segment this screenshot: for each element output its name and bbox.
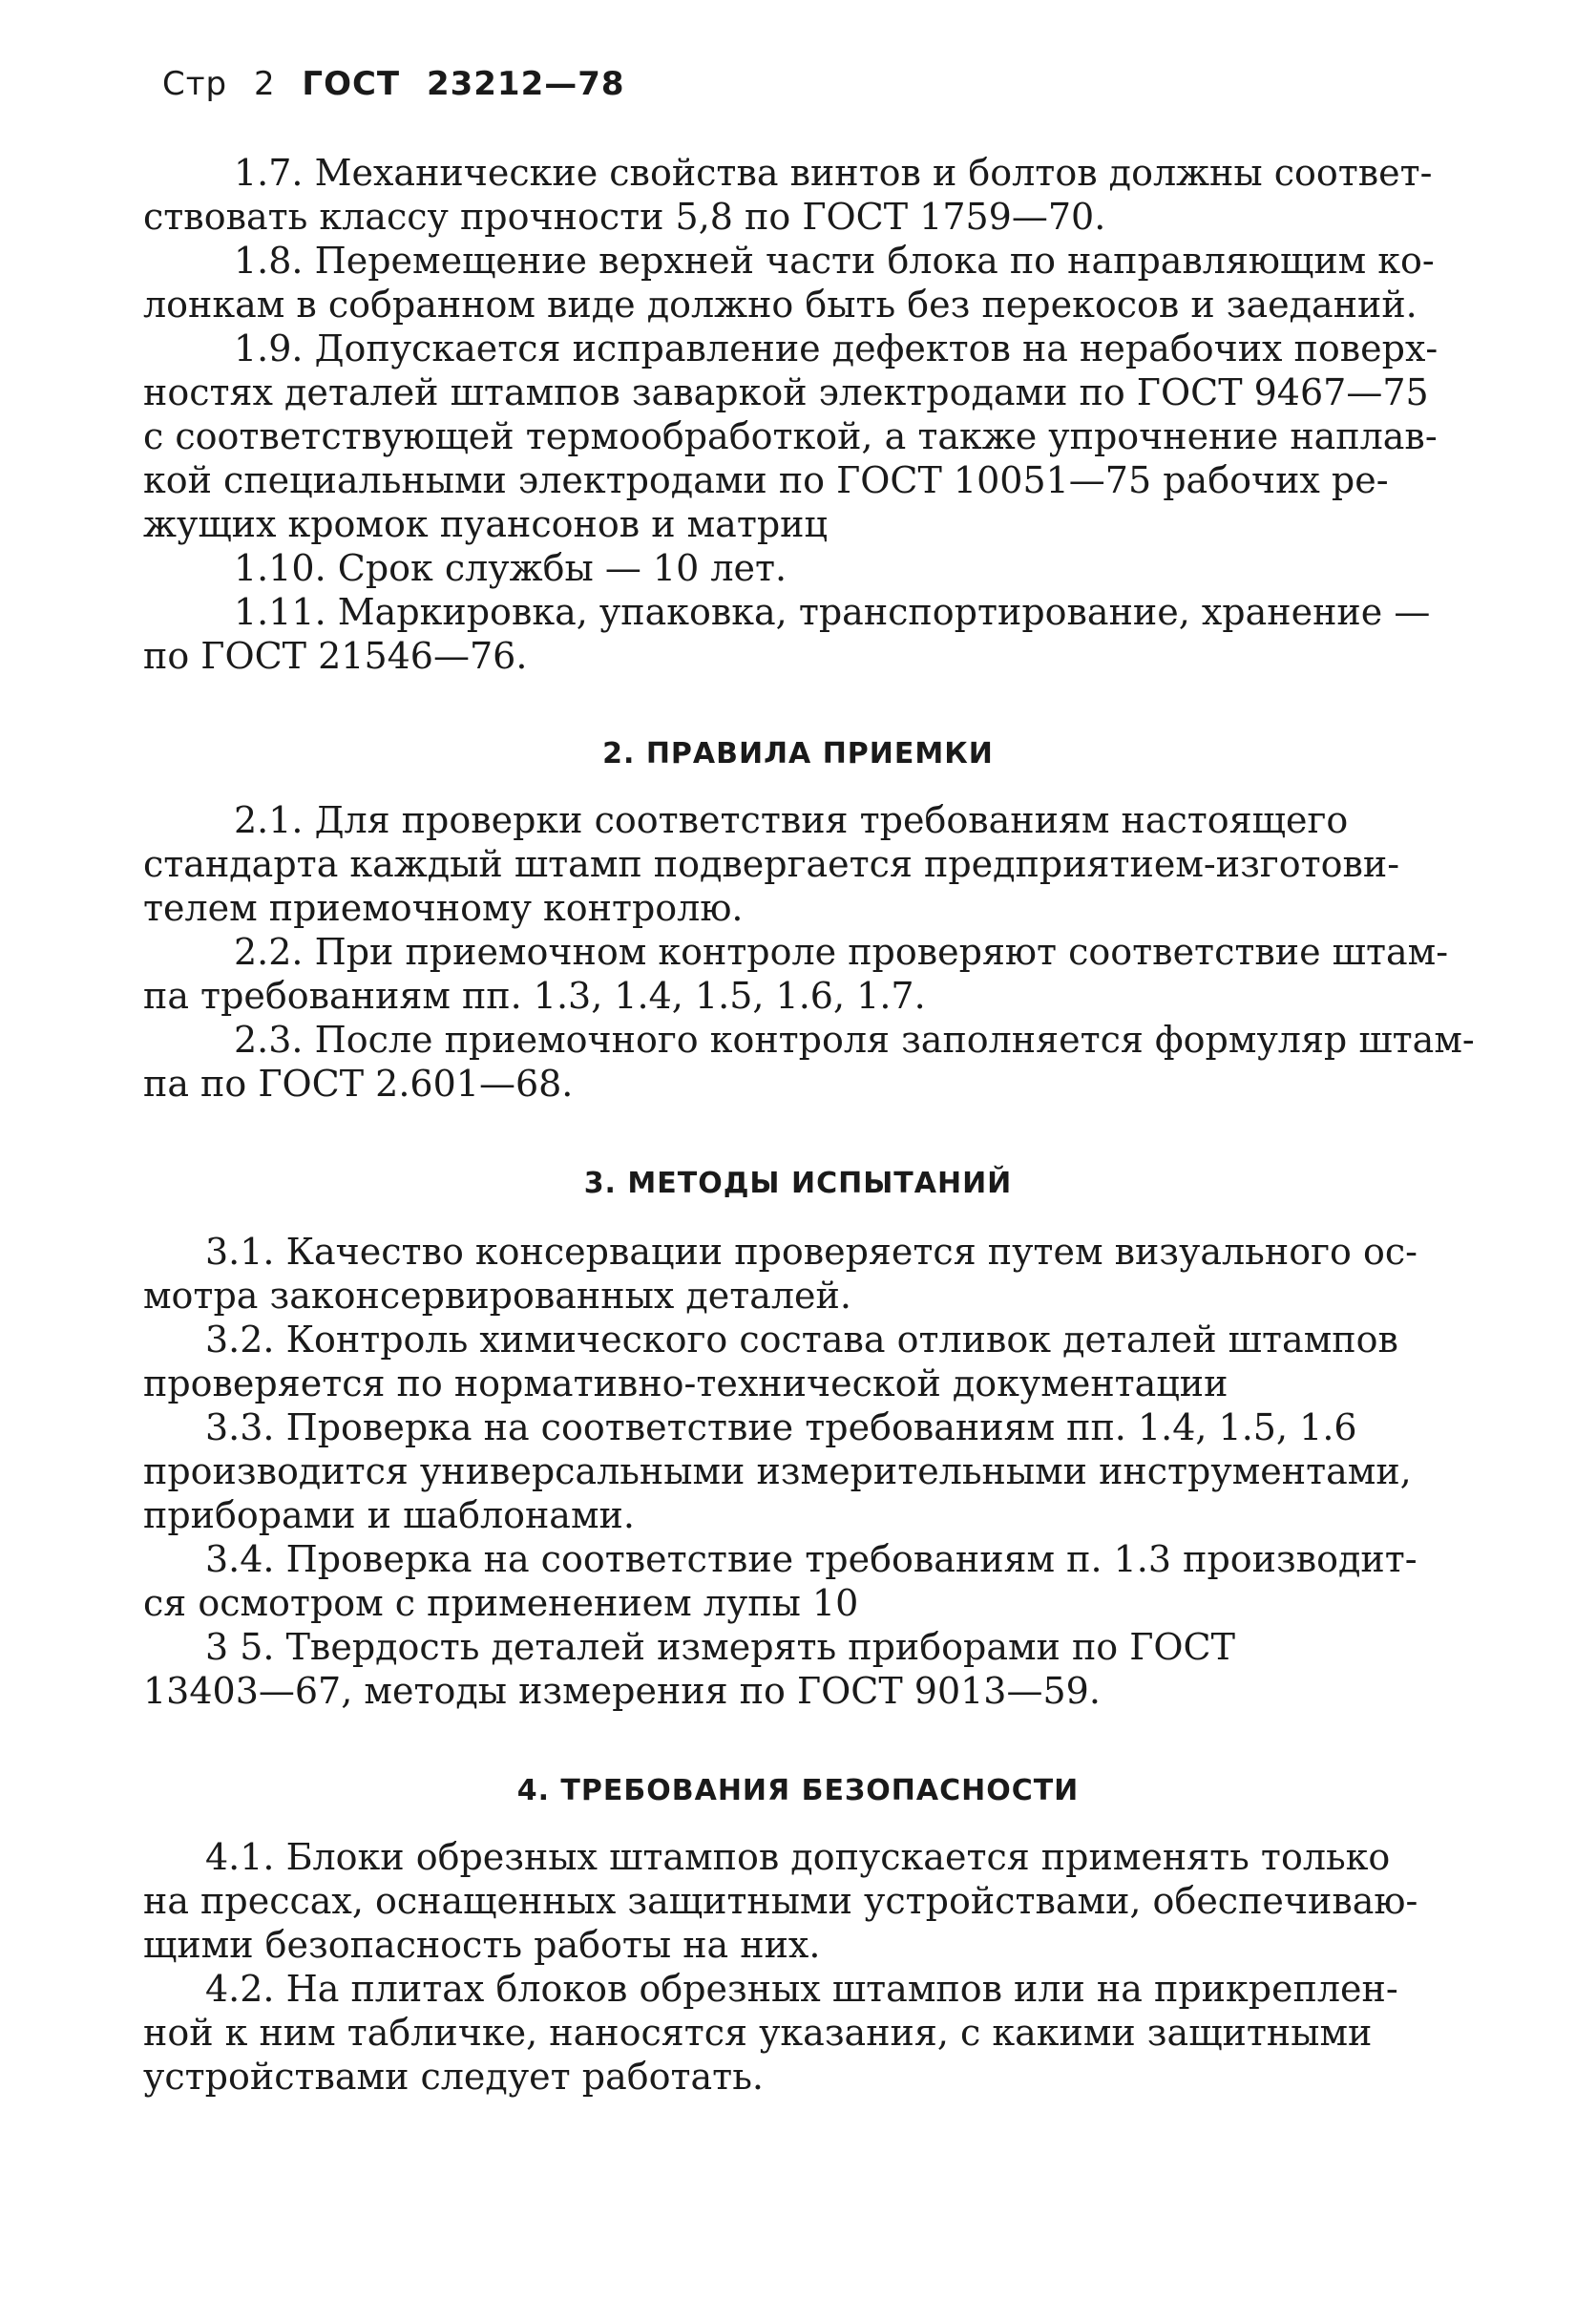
text-line: 3.2. Контроль химического состава отливок деталей штампов — [205, 1319, 1398, 1361]
text-line: па по ГОСТ 2.601—68. — [143, 1063, 574, 1105]
text-line: мотра законсервированных деталей. — [143, 1275, 851, 1317]
text-line: производится универсальными измерительными инструментами, — [143, 1450, 1412, 1492]
section-1-text — [143, 151, 1470, 678]
section-3-heading: 3. МЕТОДЫ ИСПЫТАНИЙ — [583, 1167, 1013, 1200]
text-line: 3.3. Проверка на соответствие требованиям пп. 1.4, 1.5, 1.6 — [205, 1406, 1357, 1448]
text-line: по ГОСТ 21546—76. — [143, 635, 528, 677]
page-number: 2 — [253, 65, 276, 103]
text-line: щими безопасность работы на них. — [143, 1924, 821, 1966]
text-line: кой специальными электродами по ГОСТ 10051—75 рабочих ре- — [143, 459, 1389, 501]
text-line: проверяется по нормативно-технической документации — [143, 1362, 1228, 1404]
text-line: 1.10. Срок службы — 10 лет. — [234, 547, 788, 589]
section-4-heading: 4. ТРЕБОВАНИЯ БЕЗОПАСНОСТИ — [516, 1774, 1080, 1807]
section-2-heading: 2. ПРАВИЛА ПРИЕМКИ — [602, 737, 994, 771]
text-line: приборами и шаблонами. — [143, 1494, 635, 1536]
text-line: 2.1. Для проверки соответствия требованиям настоящего — [234, 799, 1349, 841]
text-line: устройствами следует работать. — [143, 2056, 764, 2098]
text-line: на прессах, оснащенных защитными устройствами, обеспечиваю- — [143, 1880, 1418, 1922]
text-line: стандарта каждый штамп подвергается предприятием-изготови- — [143, 843, 1400, 885]
text-line: 2.2. При приемочном контроле проверяют соответствие штам- — [234, 931, 1449, 973]
text-line: 1.7. Механические свойства винтов и болтов должны соответ- — [234, 152, 1433, 194]
text-line: ствовать классу прочности 5,8 по ГОСТ 1759—70. — [143, 196, 1106, 238]
text-line: ся осмотром с применением лупы 10 — [143, 1582, 859, 1624]
text-line: лонкам в собранном виде должно быть без перекосов и заеданий. — [143, 284, 1418, 326]
text-line: жущих кромок пуансонов и матриц — [143, 503, 828, 545]
section-4-text — [143, 1835, 1470, 2099]
text-line: ностях деталей штампов заваркой электродами по ГОСТ 9467—75 — [143, 371, 1429, 413]
section-2-text — [143, 798, 1475, 1106]
page-label: Стр — [162, 65, 228, 103]
running-header — [162, 65, 640, 103]
text-line: 4.2. На плитах блоков обрезных штампов или на прикреплен- — [205, 1968, 1398, 2010]
text-line: с соответствующей термообработкой, а также упрочнение наплав- — [143, 415, 1438, 457]
text-line: 3 5. Твердость деталей измерять приборами по ГОСТ — [205, 1626, 1235, 1668]
standard-label: ГОСТ — [302, 65, 401, 103]
text-line: па требованиям пп. 1.3, 1.4, 1.5, 1.6, 1.7. — [143, 975, 926, 1017]
standard-number: 23212—78 — [426, 65, 625, 103]
text-line: 1.11. Маркировка, упаковка, транспортирование, хранение — — [234, 591, 1431, 633]
text-line: 13403—67, методы измерения по ГОСТ 9013—59. — [143, 1670, 1101, 1712]
text-line: 2.3. После приемочного контроля заполняется формуляр штам- — [234, 1019, 1475, 1061]
text-line: 1.9. Допускается исправление дефектов на нерабочих поверх- — [234, 327, 1438, 369]
section-3-text — [143, 1230, 1470, 1713]
text-line: 1.8. Перемещение верхней части блока по направляющим ко- — [234, 240, 1435, 282]
text-line: 3.1. Качество консервации проверяется путем визуального ос- — [205, 1231, 1418, 1273]
text-line: 3.4. Проверка на соответствие требованиям п. 1.3 производит- — [205, 1538, 1418, 1580]
text-line: ной к ним табличке, наносятся указания, с какими защитными — [143, 2012, 1373, 2054]
text-line: телем приемочному контролю. — [143, 887, 744, 929]
text-line: 4.1. Блоки обрезных штампов допускается применять только — [205, 1836, 1391, 1878]
